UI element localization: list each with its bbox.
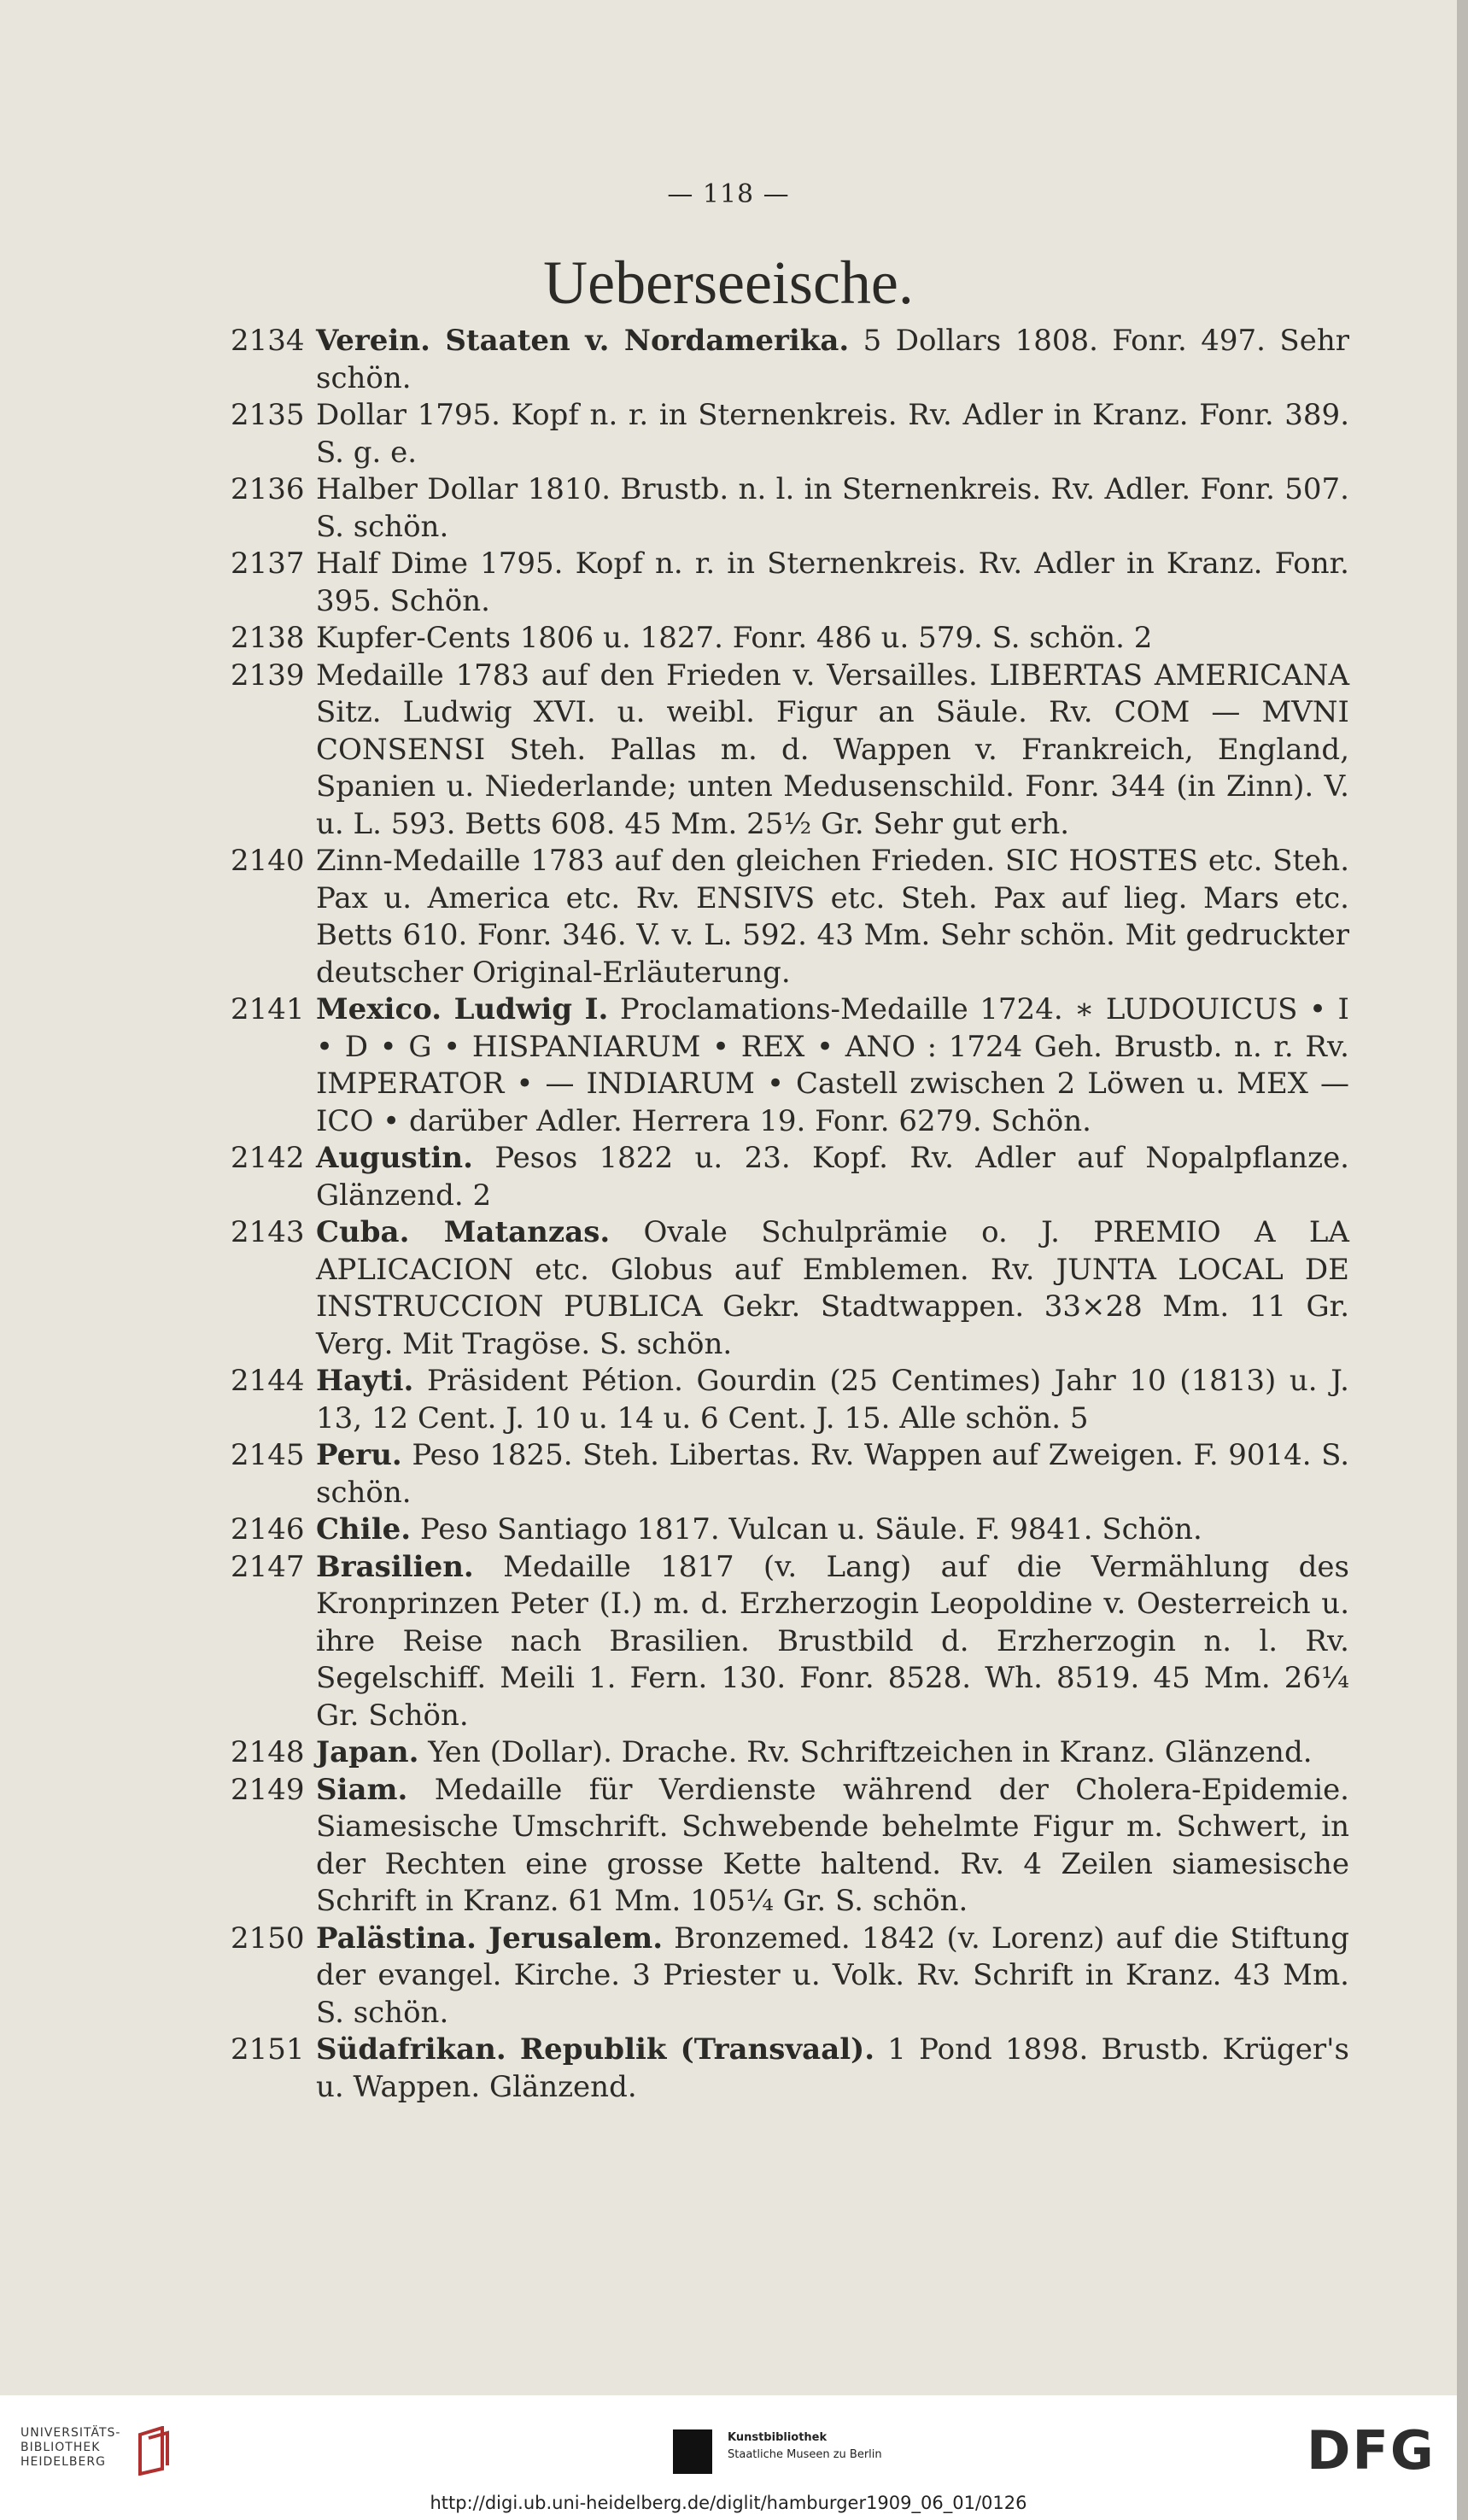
catalog-entry [231, 1772, 1349, 1921]
catalog-entry [231, 323, 1349, 397]
entry-number: 2138 [231, 621, 305, 655]
entry-number: 2144 [231, 1364, 305, 1398]
entry-number: 2148 [231, 1735, 305, 1769]
entry-number: 2137 [231, 547, 305, 581]
entry-description [316, 620, 1349, 658]
entry-description [316, 323, 1349, 397]
catalog-entry [231, 620, 1349, 658]
catalog-entry [231, 471, 1349, 546]
source-url[interactable]: http://digi.ub.uni-heidelberg.de/diglit/hamburger1909_06_01/0126 [430, 2493, 1027, 2513]
entry-text: Bronzemed. 1842 (v. Lorenz) auf die Stiftung der evangel. Kirche. 3 Priester u. Volk. Rv. Schrift in Kranz. 43 Mm. S. schön. [316, 1921, 1349, 2030]
entry-number: 2134 [231, 324, 305, 358]
entry-description [316, 658, 1349, 844]
page-edge [1457, 0, 1468, 2520]
entry-text: Zinn-Medaille 1783 auf den gleichen Frieden. SIC HOSTES etc. Steh. Pax u. America etc. Rv. ENSIVS etc. Steh. Pax auf lieg. Mars etc. Betts 610. Fonr. 346. V. v. L. 592. 43 Mm. Sehr schön. Mit gedruckter deutscher Original-Erläuterung. [316, 844, 1349, 990]
catalog-entries [231, 323, 1349, 2106]
entry-description [316, 1437, 1349, 1511]
entry-text: Halber Dollar 1810. Brustb. n. l. in Sternenkreis. Rv. Adler. Fonr. 507. S. schön. [316, 472, 1349, 544]
catalog-entry [231, 991, 1349, 1140]
entry-heading: Verein. Staaten v. Nordamerika. [316, 324, 850, 358]
entry-description [316, 1549, 1349, 1735]
catalog-entry [231, 1437, 1349, 1511]
university-logo-icon [137, 2426, 174, 2476]
entry-text: Pesos 1822 u. 23. Kopf. Rv. Adler auf Nopalpflanze. Glänzend. 2 [316, 1141, 1349, 1213]
entry-heading: Südafrikan. Republik (Transvaal). [316, 2032, 875, 2067]
entry-description [316, 1363, 1349, 1437]
entry-description [316, 471, 1349, 546]
university-label-line: BIBLIOTHEK [20, 2441, 101, 2454]
entry-number: 2135 [231, 398, 305, 432]
entry-number: 2145 [231, 1438, 305, 1472]
university-label-line: HEIDELBERG [20, 2455, 106, 2469]
page-number: — 118 — [667, 179, 790, 209]
entry-heading: Mexico. Ludwig I. [316, 992, 609, 1026]
catalog-entry [231, 843, 1349, 991]
entry-description [316, 1734, 1349, 1772]
entry-number: 2146 [231, 1512, 305, 1546]
university-library-label [20, 2426, 120, 2470]
entry-number: 2139 [231, 658, 305, 693]
entry-text: Proclamations-Medaille 1724. ∗ LUDOUICUS • I • D • G • HISPANIARUM • REX • ANO : 1724 Geh. Brustb. n. r. Rv. IMPERATOR • — INDIARUM • Castell zwischen 2 Löwen u. MEX — ICO • darüber Adler. Herrera 19. Fonr. 6279. Schön. [316, 992, 1349, 1138]
entry-text: 5 Dollars 1808. Fonr. 497. Sehr schön. [316, 324, 1349, 395]
entry-text: Yen (Dollar). Drache. Rv. Schriftzeichen in Kranz. Glänzend. [418, 1735, 1313, 1769]
entry-number: 2143 [231, 1215, 305, 1249]
entry-description [316, 546, 1349, 620]
entry-description [316, 397, 1349, 471]
entry-description [316, 2032, 1349, 2106]
entry-heading: Cuba. Matanzas. [316, 1215, 611, 1249]
entry-heading: Augustin. [316, 1141, 473, 1175]
catalog-entry [231, 546, 1349, 620]
entry-number: 2142 [231, 1141, 305, 1175]
dfg-logo: DFG [1307, 2419, 1436, 2482]
entry-heading: Peru. [316, 1438, 402, 1472]
catalog-entry [231, 1511, 1349, 1549]
entry-number: 2149 [231, 1772, 305, 1807]
entry-description [316, 1921, 1349, 2032]
catalog-entry [231, 658, 1349, 844]
entry-description [316, 843, 1349, 991]
university-label-line: UNIVERSITÄTS- [20, 2426, 121, 2440]
entry-number: 2136 [231, 472, 305, 506]
entry-number: 2140 [231, 844, 305, 878]
kunstbibliothek-logo-icon [673, 2429, 712, 2474]
entry-text: Kupfer-Cents 1806 u. 1827. Fonr. 486 u. 579. S. schön. 2 [316, 621, 1153, 655]
entry-heading: Brasilien. [316, 1549, 474, 1584]
footer-bar [0, 2395, 1457, 2520]
entry-number: 2151 [231, 2032, 305, 2067]
entry-number: 2147 [231, 1549, 305, 1584]
entry-heading: Japan. [316, 1735, 419, 1769]
kb-line2: Staatliche Museen zu Berlin [728, 2448, 882, 2461]
entry-number: 2150 [231, 1921, 305, 1956]
entry-number: 2141 [231, 992, 305, 1026]
entry-heading: Palästina. Jerusalem. [316, 1921, 664, 1956]
entry-text: Medaille 1817 (v. Lang) auf die Vermählung des Kronprinzen Peter (I.) m. d. Erzherzogin Leopoldine v. Oesterreich u. ihre Reise nach Brasilien. Brustbild d. Erzherzogin n. l. Rv. Segelschiff. Meili 1. Fern. 130. Fonr. 8528. Wh. 8519. 45 Mm. 26¼ Gr. Schön. [316, 1549, 1349, 1733]
catalog-entry [231, 1214, 1349, 1363]
entry-text: 1 Pond 1898. Brustb. Krüger's u. Wappen. Glänzend. [316, 2032, 1349, 2104]
entry-description [316, 1511, 1349, 1549]
catalog-entry [231, 2032, 1349, 2106]
entry-heading: Chile. [316, 1512, 412, 1546]
catalog-entry [231, 1921, 1349, 2032]
entry-heading: Siam. [316, 1772, 408, 1807]
entry-description [316, 1214, 1349, 1363]
entry-text: Peso 1825. Steh. Libertas. Rv. Wappen auf Zweigen. F. 9014. S. schön. [316, 1438, 1349, 1510]
entry-description [316, 1140, 1349, 1214]
entry-text: Half Dime 1795. Kopf n. r. in Sternenkreis. Rv. Adler in Kranz. Fonr. 395. Schön. [316, 547, 1349, 618]
entry-text: Dollar 1795. Kopf n. r. in Sternenkreis. Rv. Adler in Kranz. Fonr. 389. S. g. e. [316, 398, 1349, 470]
entry-description [316, 991, 1349, 1140]
catalog-entry [231, 1734, 1349, 1772]
entry-description [316, 1772, 1349, 1921]
entry-text: Medaille 1783 auf den Frieden v. Versailles. LIBERTAS AMERICANA Sitz. Ludwig XVI. u. weibl. Figur an Säule. Rv. COM — MVNI CONSENSI Steh. Pallas m. d. Wappen v. Frankreich, England, Spanien u. Niederlande; unten Medusenschild. Fonr. 344 (in Zinn). V. u. L. 593. Betts 608. 45 Mm. 25½ Gr. Sehr gut erh. [316, 658, 1349, 841]
entry-text: Ovale Schulprämie o. J. PREMIO A LA APLICACION etc. Globus auf Emblemen. Rv. JUNTA LOCAL DE INSTRUCCION PUBLICA Gekr. Stadtwappen. 33×28 Mm. 11 Gr. Verg. Mit Tragöse. S. schön. [316, 1215, 1349, 1361]
kunstbibliothek-label [728, 2429, 882, 2464]
catalog-entry [231, 1549, 1349, 1735]
entry-heading: Hayti. [316, 1364, 414, 1398]
entry-text: Medaille für Verdienste während der Cholera-Epidemie. Siamesische Umschrift. Schwebende behelmte Figur m. Schwert, in der Rechten eine grosse Kette haltend. Rv. 4 Zeilen siamesische Schrift in Kranz. 61 Mm. 105¼ Gr. S. schön. [316, 1772, 1349, 1918]
kb-line1: Kunstbibliothek [728, 2431, 828, 2444]
section-heading: Ueberseeische. [543, 248, 914, 317]
entry-text: Peso Santiago 1817. Vulcan u. Säule. F. 9841. Schön. [411, 1512, 1202, 1546]
entry-text: Präsident Pétion. Gourdin (25 Centimes) Jahr 10 (1813) u. J. 13, 12 Cent. J. 10 u. 14 u. 6 Cent. J. 15. Alle schön. 5 [316, 1364, 1349, 1435]
catalog-entry [231, 1363, 1349, 1437]
catalog-entry [231, 397, 1349, 471]
catalog-entry [231, 1140, 1349, 1214]
